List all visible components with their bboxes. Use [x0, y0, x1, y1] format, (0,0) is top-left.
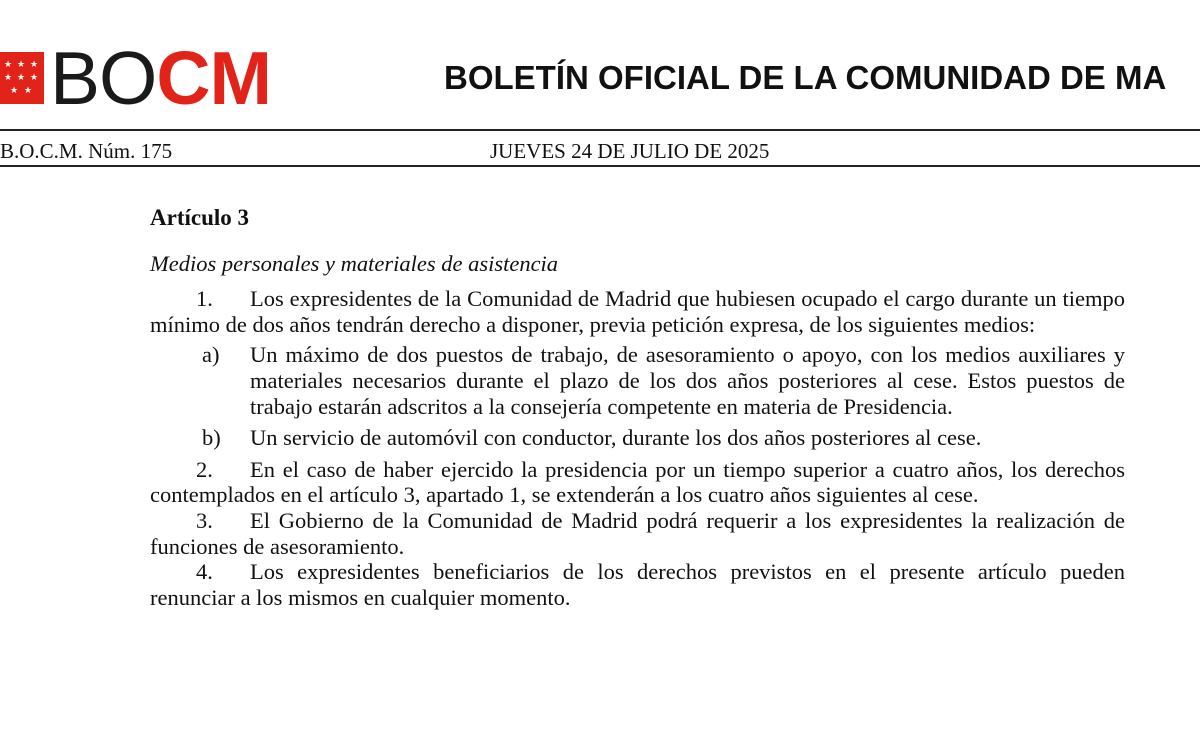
star-icon: ★ — [4, 73, 13, 83]
list-item-b — [150, 425, 1125, 451]
issue-date: JUEVES 24 DE JULIO DE 2025 — [490, 139, 770, 163]
paragraph-text: Los expresidentes beneficiarios de los derechos previstos en el presente artículo pueden renunciar a los mismos en cualquier momento. — [150, 559, 1125, 610]
paragraph-4 — [150, 559, 1125, 610]
list-item-label: b) — [202, 425, 221, 451]
article-body — [150, 205, 1125, 610]
list-item-label: a) — [202, 342, 220, 368]
logo-text-bo: BO — [50, 36, 157, 120]
star-icon: ★ — [10, 86, 19, 96]
paragraph-1 — [150, 286, 1125, 337]
paragraph-number: 4. — [196, 559, 213, 585]
logo-text-cm: CM — [156, 36, 272, 120]
masthead-title: BOLETÍN OFICIAL DE LA COMUNIDAD DE MA — [444, 59, 1167, 96]
list-item-text: Un máximo de dos puestos de trabajo, de asesoramiento o apoyo, con los medios auxiliares y materiales necesarios durante el plazo de los dos años posteriores al cese. Estos puestos de trabajo estarán adscritos a la consejería competente en materia de Presidencia. — [250, 342, 1125, 419]
header-rule-bottom — [0, 165, 1200, 167]
paragraph-3 — [150, 508, 1125, 559]
issue-number: B.O.C.M. Núm. 175 — [0, 139, 173, 163]
paragraph-number: 2. — [196, 456, 213, 482]
paragraph-number: 3. — [196, 507, 213, 533]
star-icon: ★ — [4, 60, 13, 70]
header-rule-top — [0, 129, 1200, 131]
madrid-flag-logo — [0, 52, 44, 104]
bocm-logo — [50, 38, 271, 118]
star-icon: ★ — [24, 86, 33, 96]
star-icon: ★ — [17, 60, 26, 70]
paragraph-2 — [150, 457, 1125, 508]
paragraph-text: Los expresidentes de la Comunidad de Madrid que hubiesen ocupado el cargo durante un tiempo mínimo de dos años tendrán derecho a disponer, previa petición expresa, de los siguientes medios: — [150, 286, 1125, 337]
list-item-a — [150, 342, 1125, 419]
star-icon: ★ — [30, 73, 39, 83]
article-subtitle: Medios personales y materiales de asistencia — [150, 250, 559, 276]
article-title: Artículo 3 — [150, 205, 250, 230]
list-item-text: Un servicio de automóvil con conductor, durante los dos años posteriores al cese. — [250, 425, 982, 451]
star-icon: ★ — [30, 60, 39, 70]
paragraph-text: En el caso de haber ejercido la presidencia por un tiempo superior a cuatro años, los derechos contemplados en el artículo 3, apartado 1, se extenderán a los cuatro años siguientes al cese. — [150, 456, 1125, 508]
star-icon: ★ — [17, 73, 26, 83]
paragraph-number: 1. — [196, 286, 213, 312]
paragraph-text: El Gobierno de la Comunidad de Madrid podrá requerir a los expresidentes la realización de funciones de asesoramiento. — [150, 507, 1125, 559]
